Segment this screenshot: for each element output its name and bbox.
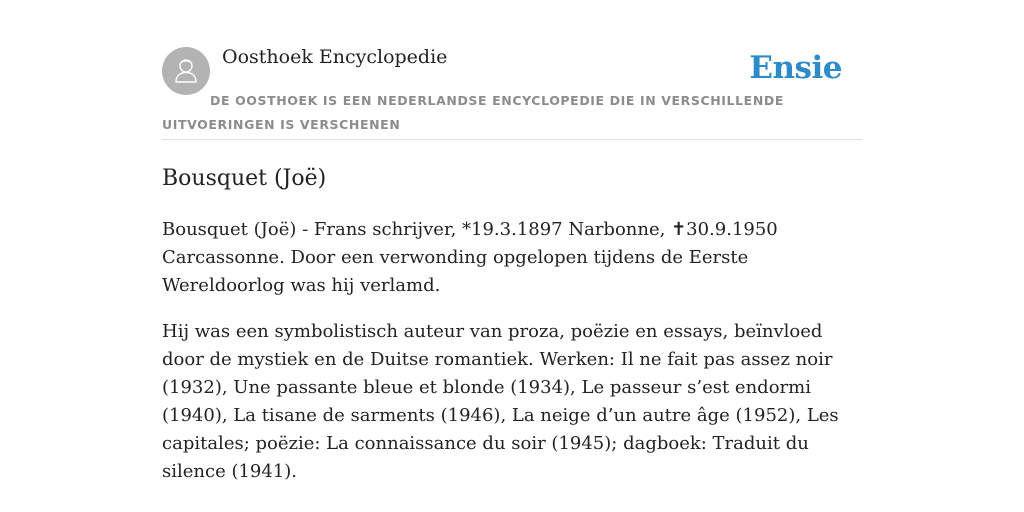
- user-silhouette-icon[interactable]: [162, 47, 210, 95]
- ensie-logo-link[interactable]: Ensie: [749, 50, 842, 86]
- article-title: Bousquet (Joë): [162, 166, 327, 191]
- source-header: [162, 44, 862, 140]
- source-tagline: DE OOSTHOEK IS EEN NEDERLANDSE ENCYCLOPEDIE DIE IN VERSCHILLENDE UITVOERINGEN IS VERSCHENEN: [162, 93, 784, 132]
- article-paragraph-2: Hij was een symbolistisch auteur van proza, poëzie en essays, beïnvloed door de mystiek en de Duitse romantiek. Werken: Il ne fait pas assez noir (1932), Une passante bleue et blonde (1934), Le passeur s’est endormi (1940), La tisane de sarments (1946), La neige d’un autre âge (1952), Les capitales; poëzie: La connaissance du soir (1945); dagboek: Traduit du silence (1941).: [162, 321, 839, 482]
- article-paragraph-1: Bousquet (Joë) - Frans schrijver, *19.3.1897 Narbonne, ✝30.9.1950 Carcassonne. Door een verwonding opgelopen tijdens de Eerste Wereldoorlog was hij verlamd.: [162, 219, 778, 296]
- article: [162, 162, 862, 486]
- source-name-link[interactable]: Oosthoek Encyclopedie: [222, 46, 448, 68]
